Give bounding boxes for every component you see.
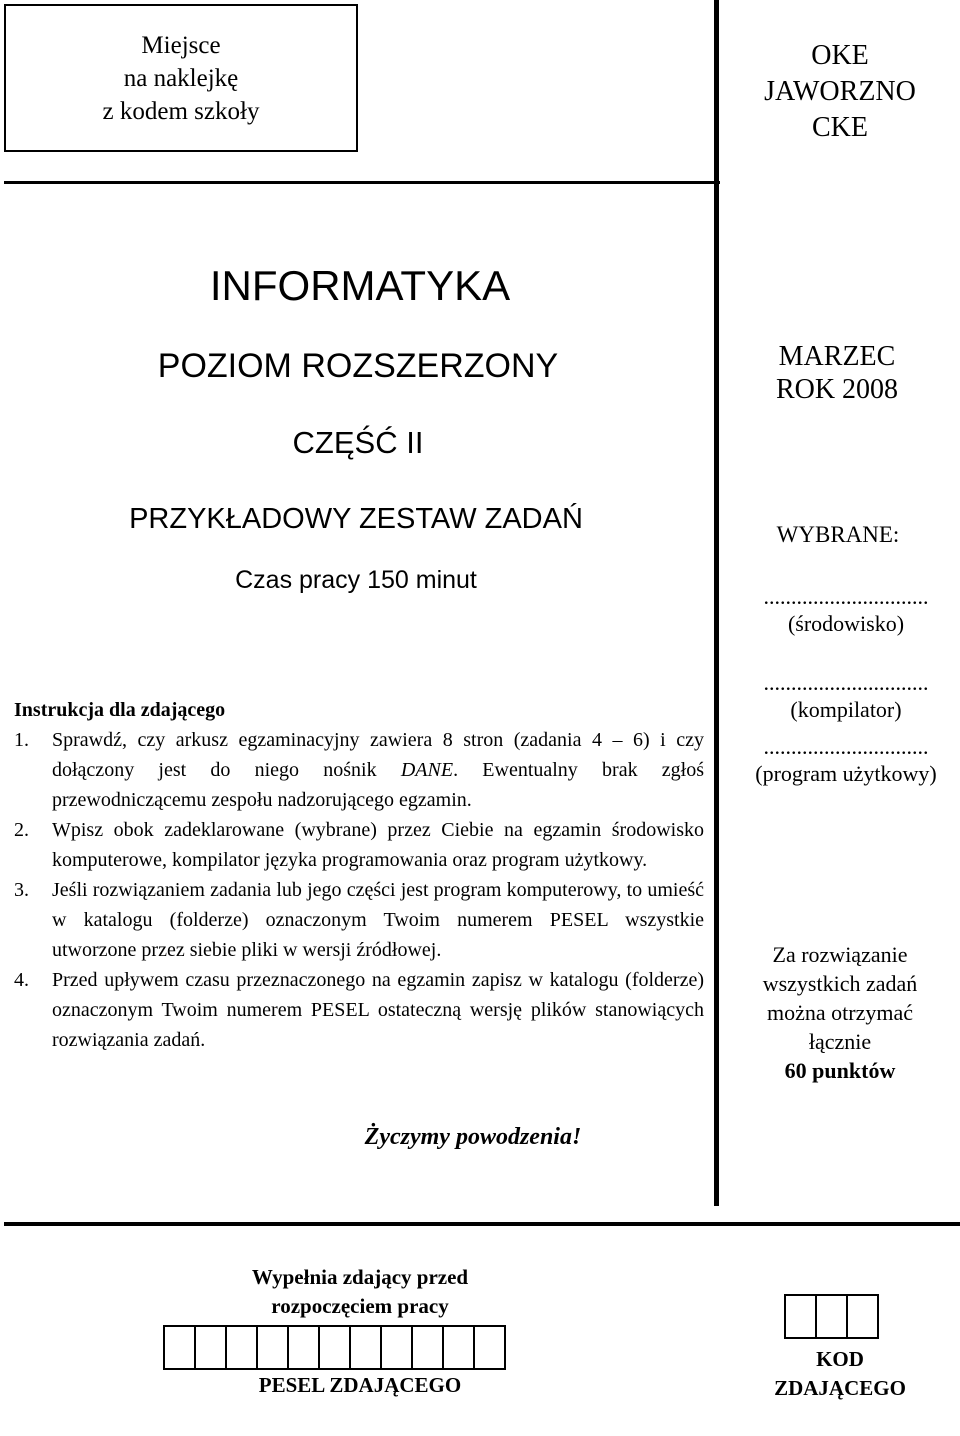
- instruction-number: 4.: [14, 969, 29, 991]
- sticker-line: Miejsce: [141, 31, 221, 59]
- instruction-text: Sprawdź, czy arkusz egzaminacyjny zawiera 8 stron (zadania 4 – 6) i czy dołączony jest do niego nośnik: [52, 729, 704, 781]
- date-month: MARZEC: [778, 341, 896, 372]
- oke-line: OKE: [811, 40, 869, 71]
- instruction-text: Jeśli rozwiązaniem zadania lub jego części jest program komputerowy, to umieść w katalogu (folderze) oznaczonym Twoim numerem PESEL wszystkie utworzone przez siebie pliki w wersji źródłowej.: [52, 879, 704, 961]
- subject-title: INFORMATYKA: [209, 262, 511, 309]
- pesel-digit-box[interactable]: [287, 1325, 320, 1370]
- environment-field[interactable]: [726, 584, 960, 638]
- part-title: CZĘŚĆ II: [292, 425, 424, 460]
- code-boxes[interactable]: [784, 1294, 877, 1339]
- good-luck-message: Życzymy powodzenia!: [364, 1124, 582, 1150]
- fill-note-line: Wypełnia zdający przed: [251, 1265, 469, 1289]
- set-title: PRZYKŁADOWY ZESTAW ZADAŃ: [129, 503, 583, 535]
- footer-separator: [4, 1222, 960, 1226]
- instruction-item: [14, 725, 704, 815]
- code-digit-box[interactable]: [846, 1294, 879, 1339]
- pesel-label: PESEL ZDAJĄCEGO: [258, 1373, 462, 1397]
- code-label-line: KOD: [816, 1347, 864, 1371]
- points-line: łącznie: [808, 1029, 872, 1054]
- instructions-heading: Instrukcja dla zdającego: [14, 699, 226, 721]
- pesel-digit-box[interactable]: [442, 1325, 475, 1370]
- exam-date: [717, 340, 957, 406]
- code-label-line: ZDAJĄCEGO: [774, 1376, 906, 1400]
- environment-dots: ..............................: [763, 584, 929, 609]
- code-label: [720, 1345, 960, 1403]
- environment-label: (środowisko): [787, 611, 905, 636]
- fill-note-line: rozpoczęciem pracy: [271, 1294, 449, 1318]
- top-separator: [4, 181, 720, 184]
- pesel-digit-box[interactable]: [349, 1325, 382, 1370]
- compiler-dots: ..............................: [763, 670, 929, 695]
- points-line: Za rozwiązanie: [772, 942, 908, 967]
- utility-program-field[interactable]: [726, 734, 960, 788]
- pesel-digit-box[interactable]: [225, 1325, 258, 1370]
- pesel-digit-box[interactable]: [380, 1325, 413, 1370]
- instruction-text: . Ewentualny brak zgłoś przewodniczącemu zespołu nadzorującego egzamin.: [52, 759, 705, 811]
- code-digit-box[interactable]: [784, 1294, 817, 1339]
- pesel-digit-box[interactable]: [473, 1325, 506, 1370]
- sticker-line: z kodem szkoły: [102, 97, 260, 125]
- instruction-text: Wpisz obok zadeklarowane (wybrane) przez Ciebie na egzamin środowisko komputerowe, kompilator języka programowania oraz program użytkowy.: [52, 819, 704, 871]
- instruction-item: [14, 965, 704, 1055]
- points-line: można otrzymać: [767, 1000, 913, 1025]
- utility-program-label: (program użytkowy): [755, 761, 937, 786]
- oke-line: JAWORZNO: [764, 76, 916, 107]
- points-line: wszystkich zadań: [762, 971, 918, 996]
- selected-heading: WYBRANE:: [776, 522, 900, 547]
- pesel-digit-box[interactable]: [256, 1325, 289, 1370]
- level-title: POZIOM ROZSZERZONY: [157, 347, 559, 385]
- instruction-number: 2.: [14, 819, 29, 841]
- pesel-boxes[interactable]: [163, 1325, 504, 1370]
- points-total: 60 punktów: [784, 1058, 896, 1083]
- instruction-item: [14, 875, 704, 965]
- compiler-label: (kompilator): [790, 697, 902, 722]
- instruction-number: 1.: [14, 729, 29, 751]
- instruction-number: 3.: [14, 879, 29, 901]
- time-title: Czas pracy 150 minut: [235, 566, 477, 594]
- pesel-digit-box[interactable]: [163, 1325, 196, 1370]
- fill-note: [160, 1263, 560, 1321]
- instruction-text: Przed upływem czasu przeznaczonego na egzamin zapisz w katalogu (folderze) oznaczonym Twoim numerem PESEL ostateczną wersję plików stanowiących rozwiązania zadań.: [52, 969, 704, 1051]
- oke-header: [720, 38, 960, 146]
- utility-program-dots: ..............................: [763, 734, 929, 759]
- date-year: ROK 2008: [775, 374, 899, 405]
- points-info: [720, 940, 960, 1085]
- school-code-sticker-box: [4, 4, 358, 152]
- instructions: [14, 695, 704, 1055]
- oke-line: CKE: [812, 112, 868, 143]
- media-name: DANE: [400, 759, 454, 781]
- code-digit-box[interactable]: [815, 1294, 848, 1339]
- instruction-item: [14, 815, 704, 875]
- pesel-digit-box[interactable]: [194, 1325, 227, 1370]
- compiler-field[interactable]: [726, 670, 960, 724]
- sticker-line: na naklejkę: [123, 64, 239, 92]
- pesel-digit-box[interactable]: [411, 1325, 444, 1370]
- pesel-digit-box[interactable]: [318, 1325, 351, 1370]
